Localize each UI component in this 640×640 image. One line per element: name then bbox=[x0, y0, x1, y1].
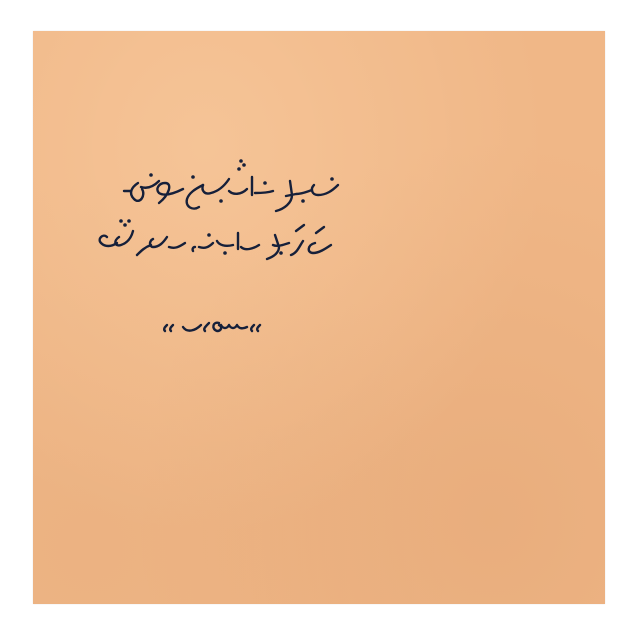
handwriting-drawing bbox=[33, 31, 605, 604]
handwritten-line-1 bbox=[124, 159, 338, 211]
paper-note bbox=[33, 31, 605, 604]
handwritten-signature bbox=[164, 323, 260, 331]
handwritten-line-2 bbox=[100, 219, 331, 259]
